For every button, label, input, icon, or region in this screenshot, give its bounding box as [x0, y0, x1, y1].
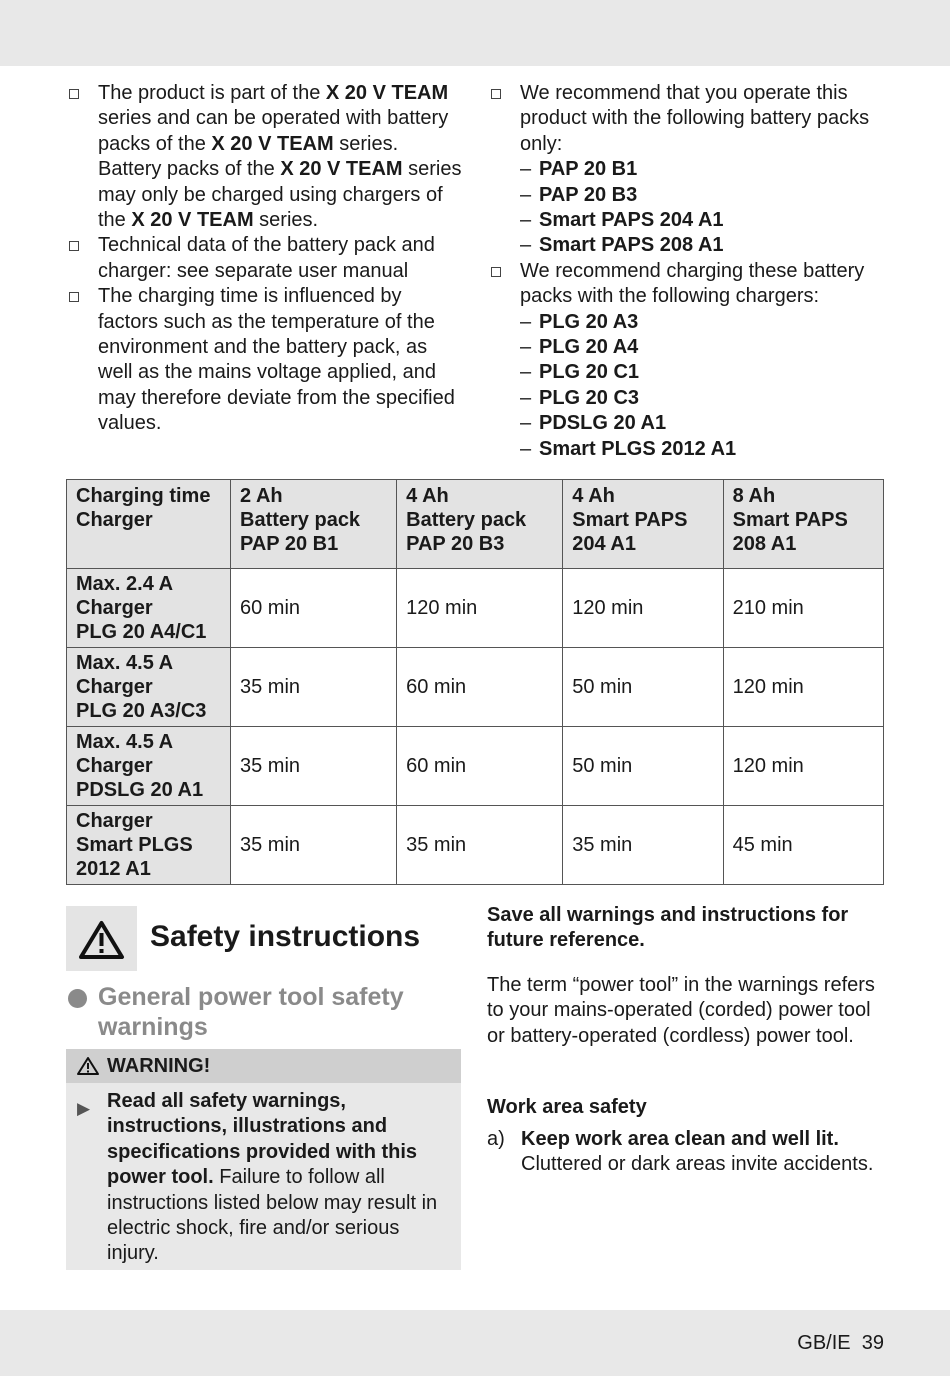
table-cell: 35 min [397, 806, 563, 885]
work-area-item-a [487, 1127, 916, 1178]
table-row [67, 648, 884, 727]
bullet-text-part: series. Battery packs of the [98, 132, 399, 181]
series-name: X 20 V TEAM [325, 82, 449, 104]
checkbox-icon [69, 292, 79, 302]
table-cell: 60 min [397, 727, 563, 806]
table-header-row [67, 480, 884, 569]
bullet-text-2 [98, 234, 435, 281]
column-header-cell [231, 480, 397, 569]
dash-marker: – [520, 209, 532, 232]
table-cell: 210 min [723, 569, 883, 648]
row-header-cell [67, 569, 231, 648]
list-item [488, 157, 888, 182]
dash-marker: – [520, 234, 532, 257]
column-header-cell [563, 480, 723, 569]
dash-marker: – [520, 336, 532, 359]
list-item [488, 233, 888, 258]
header-line: 8 Ah [732, 485, 776, 507]
list-item [488, 208, 888, 233]
row-header-line: Max. 2.4 A [76, 573, 174, 595]
model-name: PAP 20 B1 [539, 158, 638, 181]
list-item [488, 386, 888, 411]
bullet-text-1 [98, 82, 462, 231]
header-line: 208 A1 [732, 533, 797, 555]
bullet-text-part: The charging time is influenced by factors such as the temperature of the environment and the battery pack, as well as the mains voltage applied, and may therefore deviate from the specified values. [98, 285, 455, 435]
work-area-heading: Work area safety [487, 1096, 647, 1118]
series-name: X 20 V TEAM [131, 209, 254, 232]
warning-bold-text: Read all safety warnings, instructions, illustrations and specifications provided with this power tool. [107, 1090, 418, 1189]
row-header-line: Smart PLGS [76, 834, 193, 856]
list-item [488, 310, 888, 335]
row-header-line: Max. 4.5 A [76, 652, 174, 674]
table-cell: 60 min [397, 648, 563, 727]
header-line: 2 Ah [240, 485, 283, 507]
table-cell: 120 min [723, 727, 883, 806]
page-number: GB/IE 39 [797, 1332, 884, 1354]
subsection-title: General power tool safety warnings [98, 983, 404, 1041]
header-line: Battery pack [406, 509, 527, 531]
warning-label: WARNING! [107, 1055, 211, 1077]
bullet-item [488, 81, 888, 157]
series-name: X 20 V TEAM [211, 132, 334, 155]
bullet-text-part: series and can be operated with battery packs of the [98, 107, 449, 155]
dash-marker: – [520, 158, 532, 181]
bullet-text-part: Technical data of the battery pack and charger: see separate user manual [98, 234, 435, 282]
row-header-line: Max. 4.5 A [76, 731, 174, 753]
header-line: 4 Ah [406, 485, 449, 507]
table-cell: 35 min [231, 648, 397, 727]
table-cell: 120 min [723, 648, 883, 727]
bullet-item [66, 233, 466, 284]
table-cell: 35 min [231, 727, 397, 806]
model-name: PAP 20 B3 [539, 183, 638, 206]
model-name: PLG 20 A3 [539, 310, 639, 333]
checkbox-icon [69, 89, 79, 99]
bullet-text-part: The product is part of the [98, 82, 326, 104]
table-cell: 35 min [563, 806, 723, 885]
table-row [67, 806, 884, 885]
bullet-item [66, 284, 466, 436]
model-name: PLG 20 C1 [539, 361, 640, 384]
dash-marker: – [520, 361, 532, 384]
list-item [488, 411, 888, 436]
header-line: Smart PAPS [572, 509, 688, 531]
row-header-line: Charger [76, 597, 153, 619]
row-header-line: PLG 20 A4/C1 [76, 621, 207, 643]
bullet-text-part: series may only be charged using chargers of the [98, 158, 462, 232]
header-line: Charging time [76, 485, 211, 507]
list-item [488, 183, 888, 208]
battery-pack-list [488, 157, 888, 259]
table-row [67, 727, 884, 806]
charger-list [488, 310, 888, 462]
table-cell: 120 min [397, 569, 563, 648]
header-band [0, 0, 950, 66]
model-name: Smart PAPS 204 A1 [539, 209, 724, 232]
row-header-line: 2012 A1 [76, 858, 151, 880]
row-header-cell [67, 806, 231, 885]
row-header-line: Charger [76, 810, 153, 832]
list-item [488, 360, 888, 385]
model-name: PDSLG 20 A1 [539, 412, 667, 435]
row-header-line: PLG 20 A3/C3 [76, 700, 207, 722]
checkbox-icon [491, 267, 501, 277]
model-name: Smart PLGS 2012 A1 [539, 437, 737, 460]
list-item [488, 437, 888, 462]
series-name: X 20 V TEAM [280, 158, 403, 181]
header-line: PAP 20 B1 [240, 533, 339, 555]
item-text: Cluttered or dark areas invite accidents. [521, 1153, 874, 1176]
model-name: Smart PAPS 208 A1 [539, 234, 724, 257]
charging-time-table [66, 479, 884, 885]
table-cell: 120 min [563, 569, 723, 648]
row-header-cell [67, 727, 231, 806]
row-header-line: Charger [76, 676, 153, 698]
header-line: 4 Ah [572, 485, 615, 507]
table-cell: 50 min [563, 648, 723, 727]
table-cell: 45 min [723, 806, 883, 885]
table-row [67, 569, 884, 648]
table-cell: 35 min [231, 806, 397, 885]
list-item [488, 335, 888, 360]
table-cell: 50 min [563, 727, 723, 806]
model-name: PLG 20 C3 [539, 386, 640, 409]
checkbox-icon [491, 89, 501, 99]
warning-body [66, 1083, 461, 1270]
header-line: 204 A1 [572, 533, 636, 555]
warning-triangle-icon [66, 906, 137, 971]
dash-marker: – [520, 310, 532, 333]
dash-marker: – [520, 412, 532, 435]
column-header-cell [397, 480, 563, 569]
arrow-right-icon: ▶ [77, 1099, 91, 1118]
save-instructions: Save all warnings and instructions for future reference. [487, 904, 849, 952]
bullet-item [488, 259, 888, 310]
checkbox-icon [69, 241, 79, 251]
power-tool-term: The term “power tool” in the warnings refers to your mains-operated (corded) power tool or battery-operated (cordless) power tool. [487, 974, 875, 1047]
dash-marker: – [520, 183, 532, 206]
warning-triangle-icon [76, 1056, 100, 1076]
header-line: Charger [76, 509, 153, 531]
item-bold-text: Keep work area clean and well lit. [521, 1128, 839, 1150]
bullet-item [66, 81, 466, 233]
dash-marker: – [520, 437, 532, 460]
row-header-cell [67, 648, 231, 727]
bullet-dot-icon [68, 989, 87, 1008]
safety-icon-box [66, 906, 137, 971]
section-title: Safety instructions [150, 920, 421, 953]
item-label: a) [487, 1128, 505, 1150]
corner-header-cell [67, 480, 231, 569]
row-header-line: Charger [76, 755, 153, 777]
recommend-chargers-text: We recommend charging these battery packs with the following chargers: [520, 259, 865, 308]
bullet-text-3 [98, 285, 455, 434]
column-header-cell [723, 480, 883, 569]
header-line: PAP 20 B3 [406, 533, 505, 555]
table-cell: 60 min [231, 569, 397, 648]
warning-header [66, 1049, 461, 1083]
model-name: PLG 20 A4 [539, 336, 639, 359]
header-line: Battery pack [240, 509, 361, 531]
header-line: Smart PAPS [732, 509, 848, 531]
recommend-packs-text: We recommend that you operate this product with the following battery packs only: [520, 82, 870, 155]
row-header-line: PDSLG 20 A1 [76, 779, 204, 801]
right-column [488, 81, 888, 462]
warning-normal-text: Failure to follow all instructions listed below may result in electric shock, fire and/or serious injury. [107, 1166, 438, 1265]
dash-marker: – [520, 386, 532, 409]
bullet-text-part: series. [253, 209, 319, 232]
warning-text [107, 1089, 452, 1267]
left-column [66, 81, 466, 437]
